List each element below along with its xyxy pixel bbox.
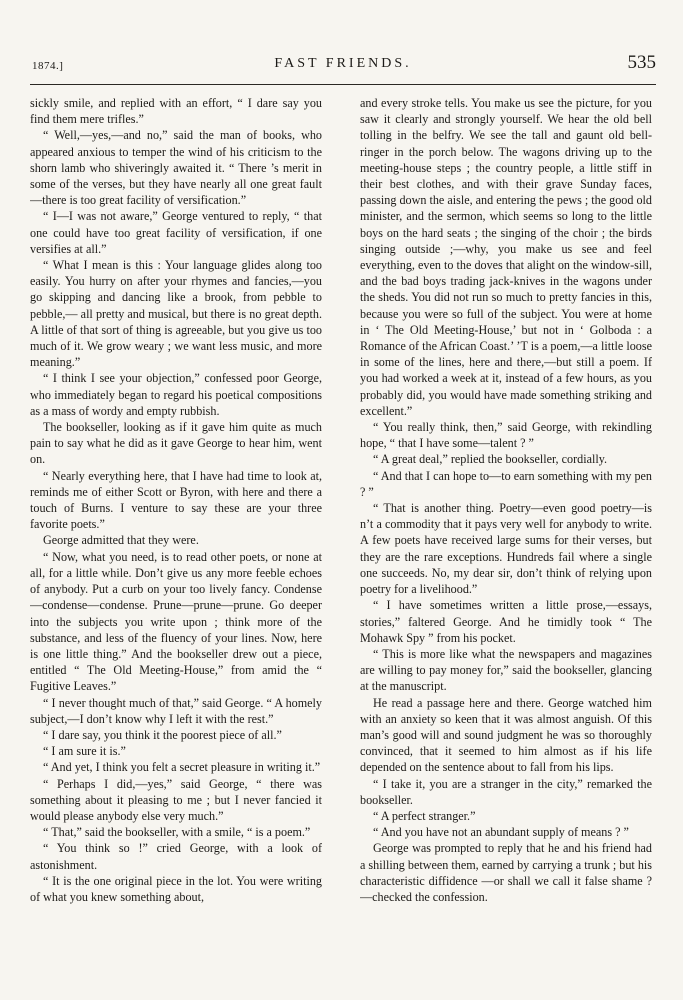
paragraph: “ Well,—yes,—and no,” said the man of books, who appeared anxious to temper the wind of his criticism to the shorn lamb who shiveringly awaited it. “ There ’s merit in some of the verses, but they have nearly all one great fault—there is too great facility of versification.” [30,128,322,208]
paragraph: The bookseller, looking as if it gave him quite as much pain to say what he did as it gave George to hear him, went on. [30,420,322,467]
paragraph: “ You think so !” cried George, with a look of astonishment. [30,841,322,872]
paragraph: “ I take it, you are a stranger in the city,” remarked the bookseller. [360,776,652,807]
paragraph: “ Now, what you need, is to read other poets, or none at all, for a little while. Don’t give us any more feeble echoes of anybody. Put a curb on your too lively fancy. Condense—condense—condense. Prune—prune—prune. Go deeper into the subjects you write upon ; think more of the substance, and less of the fluency of your lines. Now, here is one little thing.” And the bookseller drew out a piece, entitled “ The Old Meeting-House,” from amid the “ Fugitive Leaves.” [30,549,322,694]
page-number: 535 [627,52,656,73]
paragraph: “ I think I see your objection,” confessed poor George, who immediately began to regard his poetical compositions as a mass of wordy and empty rubbish. [30,371,322,418]
paragraph: “ That,” said the bookseller, with a smile, “ is a poem.” [43,825,311,840]
header-title: FAST FRIENDS. [274,56,412,71]
paragraph: He read a passage here and there. George watched him with an anxiety so keen that it was almost anguish. Of this man’s good will and sound judgment he was so thoroughly convinced, that it seemed to him almost as if his life depended on the sentence about to fall from his lips. [360,695,652,775]
paragraph: “ And that I can hope to—to earn something with my pen ? ” [360,468,652,499]
paragraph: “ I—I was not aware,” George ventured to reply, “ that one could have too great facility of versification, if one versifies at all.” [30,209,322,256]
left-column [30,95,322,985]
paragraph: “ You really think, then,” said George, with rekindling hope, “ that I have some—talent ? ” [360,420,652,451]
header-rule [30,84,656,85]
paragraph: “ And you have not an abundant supply of means ? ” [373,825,629,840]
right-column [360,95,652,985]
paragraph: “ Perhaps I did,—yes,” said George, “ there was something about it pleasing to me ; but I never fancied it would please anybody else very much.” [30,776,322,823]
paragraph: “ A perfect stranger.” [373,808,476,823]
paragraph: George was prompted to reply that he and his friend had a shilling between them, earned by carrying a trunk ; but his characteristic diffidence —or shall we call it false shame ?—checked the confession. [360,841,652,904]
paragraph: “ And yet, I think you felt a secret pleasure in writing it.” [43,760,321,775]
paragraph: “ That is another thing. Poetry—even good poetry—is n’t a commodity that it pays very well for anybody to write. A few poets have received large sums for their verses, but they are the rare exceptions. Hundreds fail where a single one succeeds. No, my dear sir, don’t think of relying upon poetry for a livelihood.” [360,501,652,597]
paragraph: and every stroke tells. You make us see the picture, for you saw it clearly and strongly yourself. We hear the old bell tolling in the belfry. We see the tall and gaunt old bell-ringer in the porch below. The wagons driving up to the meeting-house steps ; the country people, a little stiff in their best clothes, and with their grave Sunday faces, passing down the aisle, and entering the pews ; the good old minister, and the sermon, which seems so long to the little boys on the hard seats ; the singing of the choir ; the birds singing outside ;—why, you make us see and feel everything, even to the doves that alight on the window-sill, and the bad boys trading jack-knives in the wagons under the sheds. You did not run so much to pretty fancies in this, because you were so full of the subject. You were at home in ‘ The Old Meeting-House,’ but not in ‘ Golboda : a Romance of the African Coast.’ ’T is a poem,—a little loose in some of the lines, here and there,—but still a poem. If you had worked a week at it, instead of a few hours, as you probably did, you would have made something striking and excellent.” [360,96,652,418]
paragraph: “ I am sure it is.” [43,744,126,759]
paragraph: “ Nearly everything here, that I have had time to look at, reminds me of either Scott or Byron, with here and there a touch of Burns. I venture to say these are your three favorite poets.” [30,468,322,532]
paragraph: George admitted that they were. [43,533,199,548]
paragraph: “ This is more like what the newspapers and magazines are willing to pay money for,” said the bookseller, glancing at the manuscript. [360,646,652,694]
paragraph: “ I dare say, you think it the poorest piece of all.” [43,727,282,742]
paragraph: sickly smile, and replied with an effort, “ I dare say you find them mere trifles.” [30,96,322,127]
paragraph: “ What I mean is this : Your language glides along too easily. You hurry on after your rhymes and fancies,—you go skipping and dancing like a brook, from pebble to pebble,— all pretty and musical, but there is no great depth. A little of that sort of thing is agreeable, but you give us too much of it. We grow weary ; we want less music, and more meaning.” [30,258,322,370]
header-date: 1874.] [32,60,64,72]
paragraph: “ It is the one original piece in the lot. You were writing of what you knew something about, [30,873,322,904]
running-header [30,52,656,78]
paragraph: “ A great deal,” replied the bookseller, cordially. [373,452,608,467]
paragraph: “ I never thought much of that,” said George. “ A homely subject,—I don’t know why I left it with the rest.” [30,695,322,726]
paragraph: “ I have sometimes written a little prose,—essays, stories,” faltered George. And he timidly took “ The Mohawk Spy ” from his pocket. [360,598,652,645]
